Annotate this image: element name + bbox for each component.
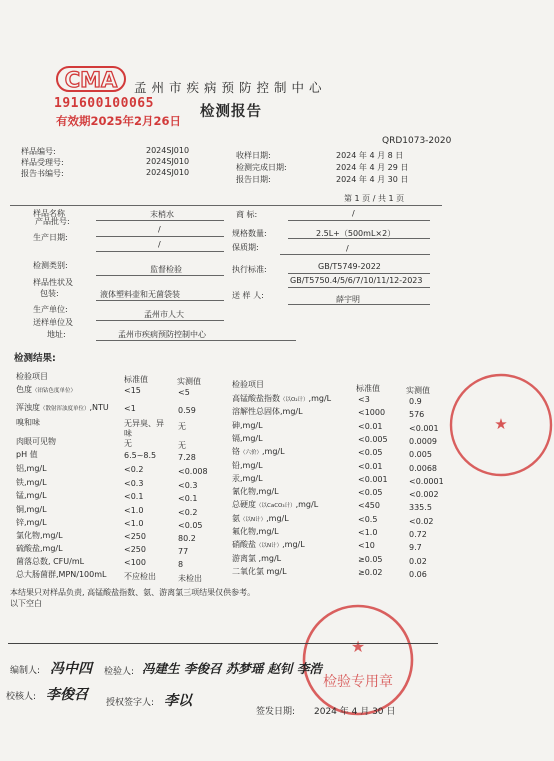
sample-name-underline [96,220,224,221]
result-item-name: 硝酸盐 [232,540,256,550]
meta-right-value-2: 2024 年 4 月 30 日 [336,175,409,184]
result-standard: <100 [124,558,146,567]
result-value: <0.002 [409,490,439,500]
meta-left-label-1: 样品受理号: [21,158,64,167]
inspector-signature: 冯建生 李俊召 苏梦瑶 赵钊 李浩 [142,661,322,676]
meta-right-label-1: 检测完成日期: [236,163,287,172]
left-header-measured: 实测值 [177,377,201,386]
result-item-unit: ,mg/L [295,500,319,510]
result-item [232,566,287,577]
result-item [232,393,331,404]
prep-signature: 冯中四 [50,661,92,677]
result-item-name: 铜,mg/L [16,505,47,514]
meta-left-value-1: 2024SJ010 [146,157,190,166]
result-value: 0.02 [409,556,427,566]
result-standard: 不应检出 [124,572,156,581]
auth-signature: 李以 [164,693,192,709]
test-type-underline [96,275,224,276]
result-item-name: 氰化物,mg/L [232,487,279,497]
auth-label: 授权签字人: [106,698,155,708]
result-standard: <1.0 [124,506,144,515]
result-item [232,526,279,537]
result-item [16,384,76,395]
cert-number: 191600100065 [54,96,154,111]
result-standard: ≥0.05 [358,554,383,564]
sign-date-value: 2024 年 4 月 30 日 [314,707,396,717]
result-standard: <0.01 [358,421,383,431]
result-value: <0.001 [409,423,439,433]
meta-right-label-2: 报告日期: [236,175,271,184]
result-item-name: pH 值 [16,450,38,459]
sender-label: 送 样 人: [232,291,264,300]
sign-date-label: 签发日期: [256,707,296,717]
result-standard: <0.005 [358,434,388,444]
state-label-1: 样品性状及 [33,278,73,287]
result-value: 无 [178,441,186,450]
result-item [16,463,47,474]
result-item-unit: ,mg/L [266,513,289,523]
page-title: 检测报告 [200,104,262,120]
result-item [16,504,47,515]
sender-value: 薛宇明 [336,295,360,304]
result-item [16,417,40,428]
result-item [16,530,63,541]
result-value: 0.59 [178,406,196,415]
left-header-standard: 标准值 [124,375,148,384]
result-standard: <0.001 [358,474,388,484]
prep-label: 编制人: [10,666,41,676]
result-item [232,446,285,457]
result-item-name: 浑浊度 [16,403,40,412]
signature-divider [8,643,438,644]
send-unit-underline [96,340,296,341]
result-item-name: 锰,mg/L [16,491,47,500]
spec-underline [288,238,430,239]
result-value: 335.5 [409,503,432,513]
brand-label: 商 标: [236,210,258,219]
send-unit-value: 孟州市疾病预防控制中心 [118,330,206,339]
state-value: 液体塑料壶和无菌袋装 [100,290,180,299]
meta-left-label-2: 报告书编号: [21,169,64,178]
result-item-note: （散射浑浊度单位） [40,406,90,412]
inspection-stamp-right [448,372,554,478]
result-standard: <250 [124,545,146,554]
page-info: 第 1 页 / 共 1 页 [344,194,405,203]
right-header-standard: 标准值 [356,384,380,393]
result-item [232,473,263,484]
result-standard: ≥0.02 [358,567,383,577]
result-item [16,490,47,501]
stamp-right-icon [448,372,554,478]
meta-left-label-0: 样品编号: [21,147,56,156]
result-value: 0.005 [409,450,432,460]
result-standard: <1.0 [358,528,378,537]
result-item-name: 肉眼可见物 [16,437,56,446]
result-standard: <15 [124,386,141,395]
header-divider [10,205,442,206]
result-item-note: （以CaCO₃计） [256,503,296,510]
test-type-label: 检测类别: [33,261,68,270]
result-item-name: 锌,mg/L [16,518,47,527]
result-value: 576 [409,410,425,420]
test-type-value: 监督检验 [150,265,182,274]
result-value: <0.2 [178,508,198,517]
meta-right-label-0: 收样日期: [236,151,271,160]
meta-left-value-2: 2024SJ010 [146,168,190,177]
result-item-name: 高锰酸盐指数 [232,394,280,403]
spec-label: 规格数量: [232,229,267,238]
result-standard: 无 [124,439,132,448]
sample-name-label: 样品名称 [33,209,65,218]
result-standard: <1000 [358,408,386,418]
brand-underline [288,220,430,221]
result-value: 无 [178,422,186,431]
blank-below: 以下空白 [10,599,42,608]
result-item-name: 氟化物,mg/L [232,527,279,536]
result-value: 8 [178,560,184,569]
result-item-name: 汞,mg/L [232,473,263,483]
inspector-label: 检验人: [104,667,135,677]
meta-left-value-0: 2024SJ010 [146,146,190,155]
result-item [232,460,263,471]
result-item-name: 铝,mg/L [16,464,47,473]
result-item-name: 菌落总数, CFU/mL [16,557,85,566]
shelf-value: / [346,244,349,253]
prod-date-underline [96,251,224,252]
right-header-measured: 实测值 [406,386,430,395]
result-standard: 无异臭、异味 [124,419,164,438]
result-item-name: 总硬度 [232,500,256,510]
result-item [232,406,303,417]
result-value: <0.0001 [409,476,444,486]
result-standard: <250 [124,532,146,541]
result-value: 未检出 [178,574,202,583]
svg-text:CMA: CMA [64,68,118,92]
result-item [16,477,47,488]
cma-logo [55,64,127,94]
result-item-name: 铅,mg/L [232,460,263,470]
result-item [232,420,263,431]
result-item-name: 色度 [16,385,32,394]
result-standard: <0.5 [358,514,378,524]
standard-label: 执行标准: [232,265,267,274]
send-unit-label-1: 送样单位及 [33,318,73,327]
result-item [232,553,281,564]
batch-underline [96,236,224,237]
result-item-name: 嗅和味 [16,418,40,427]
results-heading: 检测结果: [14,353,56,364]
result-item [232,513,289,524]
result-item-note: （以O₂计） [280,397,309,403]
standard-value-1: GB/T5749-2022 [318,262,381,271]
result-item-name: 铁,mg/L [16,478,47,487]
meta-right-value-1: 2024 年 4 月 29 日 [336,163,409,172]
result-item-name: 氨 [232,513,240,523]
result-standard: 6.5~8.5 [124,451,157,460]
result-value: <0.05 [178,521,203,530]
standard-underline-2 [288,287,430,288]
prod-date-label: 生产日期: [33,233,68,242]
spec-value: 2.5L+（500mL×2） [316,229,396,238]
result-item [232,499,318,510]
result-standard: <10 [358,541,375,551]
result-item-note: （铂钴色度单位） [32,388,77,394]
result-value: 0.06 [409,569,427,579]
batch-label: 产品批号: [35,217,70,226]
result-item [16,543,63,554]
result-value: 0.72 [409,530,427,539]
producer-value: 孟州市人大 [144,310,184,319]
state-label-2: 包装: [40,289,59,298]
result-value: <5 [178,388,190,397]
result-item [232,539,305,550]
result-item-name: 二氧化氯 mg/L [232,566,287,576]
result-value: 80.2 [178,534,196,543]
result-standard: <0.01 [358,461,383,471]
svg-text:★: ★ [350,637,366,656]
left-header-item: 检验项目 [16,372,48,381]
result-value: 0.9 [409,397,422,406]
svg-text:检验专用章: 检验专用章 [323,674,393,690]
checker-signature: 李俊召 [46,687,88,703]
remark: 本结果只对样品负责, 高锰酸盐指数、氨、游离氯三项结果仅供参考。 [10,588,256,597]
result-item [16,436,56,447]
result-item [16,402,109,413]
result-item-unit: ,mg/L [262,447,285,457]
producer-label: 生产单位: [33,305,68,314]
result-standard: <0.05 [358,448,383,458]
brand-value: / [352,209,355,218]
result-standard: <3 [358,395,370,404]
report-code: QRD1073-2020 [382,136,452,146]
result-value: <0.008 [178,467,208,476]
result-value: 0.0009 [409,436,437,446]
result-standard: <450 [358,501,380,511]
result-item [16,449,38,460]
result-item-name: 镉,mg/L [232,433,263,443]
result-standard: <0.1 [124,492,144,501]
org-name: 孟州市疾病预防控制中心 [134,80,327,95]
result-item-name: 游离氯 ,mg/L [232,553,282,563]
result-value: 77 [178,547,189,556]
result-standard: <0.2 [124,465,144,474]
result-item-name: 总大肠菌群,MPN/100mL [16,570,107,579]
result-item [232,433,263,444]
sample-name-value: 末梢水 [150,210,174,219]
result-value: <0.1 [178,494,198,503]
result-item-note: （六价） [240,450,263,457]
result-item-name: 硫酸盐,mg/L [16,544,63,553]
result-item-name: 砷,mg/L [232,420,263,430]
result-value: <0.3 [178,481,198,490]
cert-validity: 有效期2025年2月26日 [56,114,182,128]
prod-date-value: / [158,240,161,249]
result-item-unit: ,NTU [89,403,109,412]
shelf-label: 保质期: [232,243,259,252]
svg-text:★: ★ [494,415,508,433]
result-standard: <0.3 [124,479,144,488]
result-item [16,569,106,580]
state-underline [96,300,224,301]
result-item-name: 铬 [232,447,240,457]
result-value: 7.28 [178,453,196,462]
result-item [16,517,47,528]
shelf-underline [280,254,430,255]
result-standard: <1.0 [124,519,144,528]
result-value: <0.02 [409,516,434,526]
sender-underline [288,304,430,305]
result-item-name: 溶解性总固体,mg/L [232,407,303,417]
standard-underline-1 [288,273,430,274]
producer-underline [96,320,224,321]
result-item-name: 氯化物,mg/L [16,531,63,540]
result-item-unit: ,mg/L [308,394,332,403]
right-header-item: 检验项目 [232,380,264,389]
send-unit-label-2: 地址: [47,330,66,339]
result-item [16,556,84,567]
batch-value: / [158,225,161,234]
checker-label: 校核人: [6,692,37,702]
result-item-note: （以N计） [240,516,267,523]
result-value: 0.0068 [409,463,437,473]
cma-logo-icon [55,64,127,94]
meta-right-value-0: 2024 年 4 月 8 日 [336,151,404,160]
result-item-note: （以N计） [256,543,283,550]
result-item-unit: ,mg/L [282,540,305,550]
result-standard: <1 [124,404,136,413]
result-item [232,486,279,497]
result-standard: <0.05 [358,488,383,498]
standard-value-2: GB/T5750.4/5/6/7/10/11/12-2023 [290,276,423,285]
result-value: 9.7 [409,543,422,553]
